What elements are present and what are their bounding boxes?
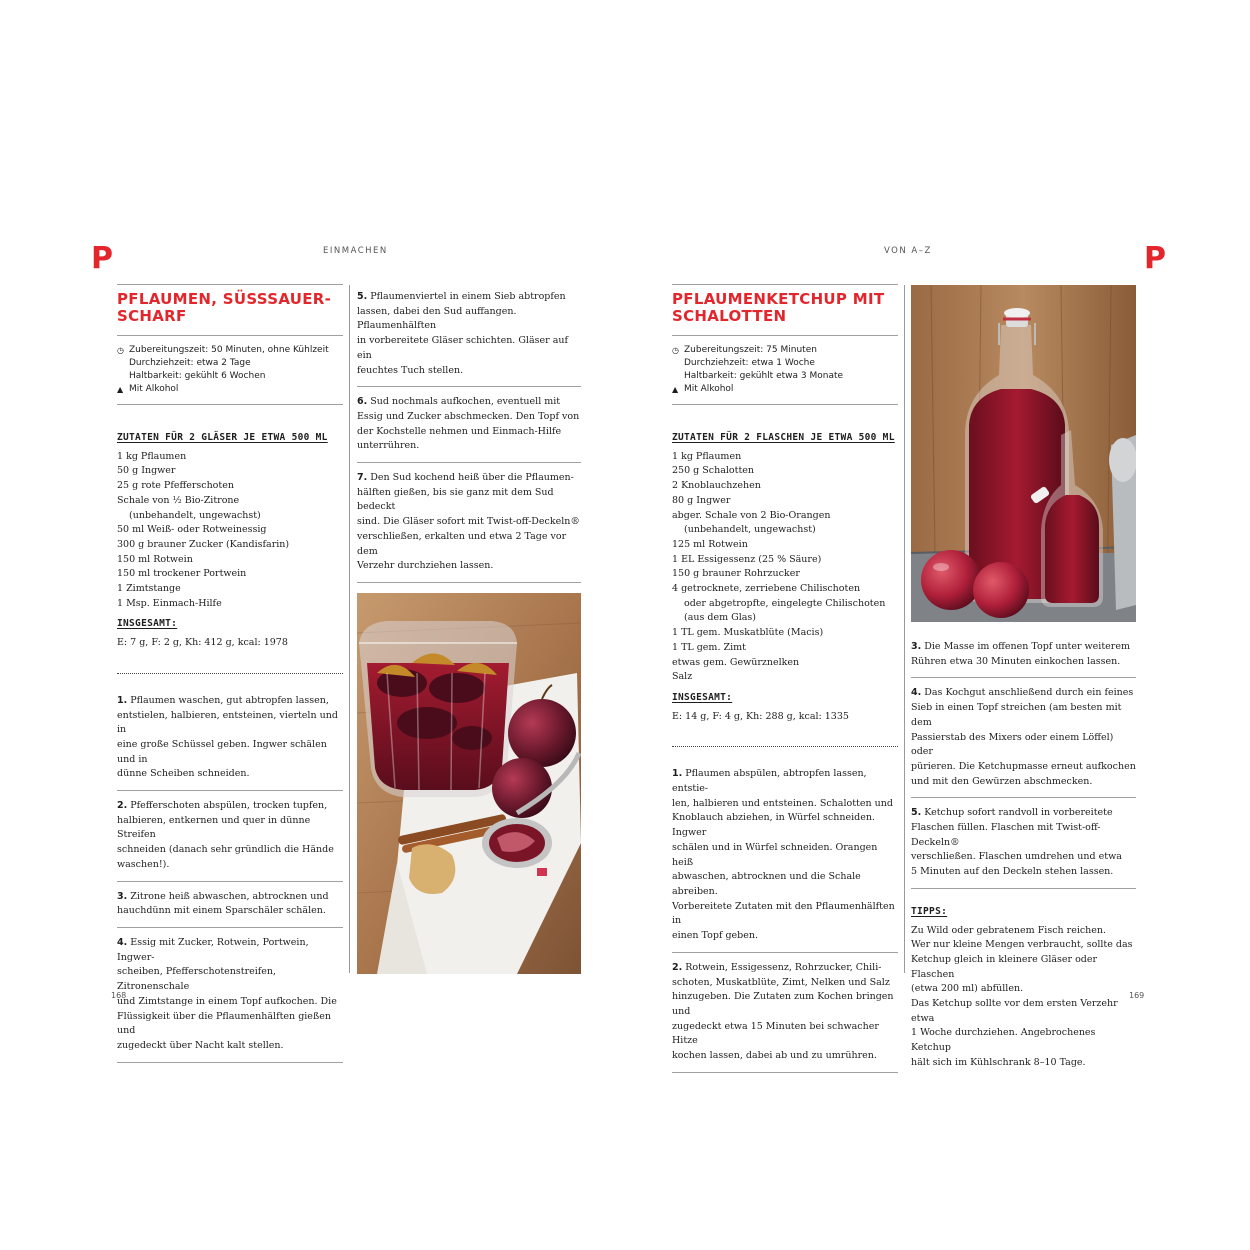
clock-icon: ◷ (672, 346, 679, 355)
ingredients-heading: ZUTATEN FÜR 2 GLÄSER JE ETWA 500 ML (117, 432, 328, 443)
step-1: 1. Pflaumen abspülen, abtropfen lassen, entstie- len, halbieren und entsteinen. Schalotten und Knoblauch abziehen, in Würfel schneiden. Ingwer schälen und in Würfel schneiden. Orangen heiß abwaschen, abtrocknen und die Schale abreiben. Vorbereitete Zutaten mit den Pflaumenhälften in einen Topf geben. (672, 768, 895, 942)
list-item: 1 Msp. Einmach-Hilfe (117, 597, 222, 609)
column-divider (904, 285, 905, 973)
list-item: 1 TL gem. Muskatblüte (Macis) (672, 627, 824, 639)
list-item: 50 ml Weiß- oder Rotweinessig (117, 524, 267, 536)
recipe-meta (117, 336, 343, 404)
total-heading: INSGESAMT: (672, 691, 733, 703)
ingredient-list (117, 450, 343, 612)
step-4: 4. Essig mit Zucker, Rotwein, Portwein, Ingwer- scheiben, Pfefferschotenstreifen, Zitronenschale und Zimtstange in einem Topf aufkochen. Die Flüssigkeit über die Pflaumenhälften gießen und zugedeckt über Nacht kalt stellen. (117, 936, 337, 1051)
section-letter-left: P (91, 241, 113, 276)
step-3: 3. Die Masse im offenen Topf unter weiterem Rühren etwa 30 Minuten einkochen lassen. (911, 641, 1130, 667)
clock-icon: ◷ (117, 346, 124, 355)
step-6: 6. Sud nochmals aufkochen, eventuell mit Essig und Zucker abschmecken. Den Topf von der Kochstelle nehmen und Einmach-Hilfe unterrühren. (357, 396, 580, 452)
section-letter-right: P (1144, 241, 1166, 276)
column-divider (349, 285, 350, 973)
triangle-icon: ▲ (672, 385, 679, 394)
step-2: 2. Pfefferschoten abspülen, trocken tupfen, halbieren, entkernen und quer in dünne Streifen schneiden (danach sehr gründlich die Hände waschen!). (117, 800, 334, 870)
list-item: 25 g rote Pfefferschoten (117, 480, 234, 492)
right-recipe-column-1 (672, 284, 898, 1073)
list-item: Schale von ½ Bio-Zitrone (117, 494, 240, 506)
list-item: 250 g Schalotten (672, 465, 754, 477)
recipe-title: PFLAUMEN, SÜSSSAUER- SCHARF (117, 290, 332, 325)
ingredient-list (672, 450, 898, 685)
steep-time: Durchziehzeit: etwa 2 Tage (129, 358, 251, 368)
list-item: etwas gem. Gewürznelken (672, 656, 800, 668)
list-item: 4 getrocknete, zerriebene Chilischoten (672, 583, 861, 595)
triangle-icon: ▲ (117, 385, 124, 394)
step-5: 5. Pflaumenviertel in einem Sieb abtropfen lassen, dabei den Sud auffangen. Pflaumenhälften in vorbereitete Gläser schichten. Gläser auf ein feuchtes Tuch stellen. (357, 291, 568, 376)
list-item: 1 kg Pflaumen (117, 450, 187, 462)
list-item: 150 ml Rotwein (117, 553, 193, 565)
list-item: 50 g Ingwer (117, 465, 176, 477)
top-rule (117, 284, 343, 285)
list-item: 300 g brauner Zucker (Kandisfarin) (117, 538, 290, 550)
recipe-meta (672, 336, 898, 404)
list-item: (aus dem Glas) (684, 612, 756, 624)
step-7: 7. Den Sud kochend heiß über die Pflaumen- hälften gießen, bis sie ganz mit dem Sud bedeckt sind. Die Gläser sofort mit Twist-off-Deckeln® verschließen, erkalten und etwa 2 Tage vor dem Verzehr durchziehen lassen. (357, 472, 580, 572)
list-item: 1 EL Essigessenz (25 % Säure) (672, 553, 822, 565)
step-4: 4. Das Kochgut anschließend durch ein feines Sieb in einen Topf streichen (am besten mit dem Passierstab des Mixers oder einem Löffel) oder pürieren. Die Ketchupmasse erneut aufkochen und mit den Gewürzen abschmecken. (911, 687, 1136, 787)
nutrition-total: E: 7 g, F: 2 g, Kh: 412 g, kcal: 1978 (117, 637, 288, 649)
total-heading: INSGESAMT: (117, 618, 178, 630)
step-2: 2. Rotwein, Essigessenz, Rohrzucker, Chili- schoten, Muskatblüte, Zimt, Nelken und Salz hinzugeben. Die Zutaten zum Kochen bringen und zugedeckt etwa 15 Minuten bei schwacher Hitze kochen lassen, dabei ab und zu umrühren. (672, 961, 894, 1062)
list-item: (unbehandelt, ungewachst) (684, 524, 816, 536)
list-item: Salz (672, 671, 693, 683)
list-item: abger. Schale von 2 Bio-Orangen (672, 509, 831, 521)
step-5: 5. Ketchup sofort randvoll in vorbereitete Flaschen füllen. Flaschen mit Twist-off-Deckeln® verschließen. Flaschen umdrehen und etwa 5 Minuten auf den Deckeln stehen lassen. (911, 807, 1122, 878)
step-1: 1. Pflaumen waschen, gut abtropfen lassen, entstielen, halbieren, entsteinen, vierteln und in eine große Schüssel geben. Ingwer schälen und in dünne Scheiben schneiden. (117, 694, 338, 780)
list-item: 1 Zimtstange (117, 583, 181, 595)
plum-jar-photo (357, 593, 581, 974)
list-item: oder abgetropfte, eingelegte Chilischoten (684, 597, 886, 609)
list-item: 125 ml Rotwein (672, 538, 748, 550)
recipe-title: PFLAUMENKETCHUP MIT SCHALOTTEN (672, 290, 885, 325)
running-head-right: VON A–Z (884, 246, 932, 256)
ketchup-bottles-illustration (911, 285, 1136, 622)
step-3: 3. Zitrone heiß abwaschen, abtrocknen und hauchdünn mit einem Sparschäler schälen. (117, 890, 329, 917)
left-recipe-column-1 (117, 284, 343, 1063)
list-item: 80 g Ingwer (672, 494, 731, 506)
list-item: 1 kg Pflaumen (672, 450, 742, 462)
list-item: 2 Knoblauchzehen (672, 480, 761, 492)
page-number-right: 169 (1129, 991, 1145, 1000)
tip-text: Zu Wild oder gebratenem Fisch reichen. Wer nur kleine Mengen verbraucht, sollte das Ketchup gleich in kleinere Gläser oder Flaschen (etwa 200 ml) abfüllen. Das Ketchup sollte vor dem ersten Verzehr etwa 1 Woche durchziehen. Angebrochenes Ketchup hält sich im Kühlschrank 8–10 Tage. (911, 924, 1133, 1068)
shelf-life: Haltbarkeit: gekühlt 6 Wochen (129, 371, 266, 381)
list-item: 150 ml trockener Portwein (117, 568, 247, 580)
list-item: (unbehandelt, ungewachst) (129, 509, 261, 521)
alcohol-note: Mit Alkohol (684, 384, 734, 394)
page-number-left: 168 (111, 991, 127, 1000)
tip-heading: TIPPS: (911, 905, 948, 917)
plum-jar-illustration (357, 593, 581, 974)
prep-time: Zubereitungszeit: 75 Minuten (684, 345, 817, 355)
steep-time: Durchziehzeit: etwa 1 Woche (684, 358, 815, 368)
running-head-left: EINMACHEN (323, 246, 388, 256)
ingredients-heading: ZUTATEN FÜR 2 FLASCHEN JE ETWA 500 ML (672, 432, 895, 443)
ketchup-bottles-photo (911, 285, 1136, 622)
prep-time: Zubereitungszeit: 50 Minuten, ohne Kühlzeit (129, 345, 329, 355)
right-recipe-column-2 (911, 634, 1136, 1071)
shelf-life: Haltbarkeit: gekühlt etwa 3 Monate (684, 371, 844, 381)
nutrition-total: E: 14 g, F: 4 g, Kh: 288 g, kcal: 1335 (672, 710, 849, 722)
alcohol-note: Mit Alkohol (129, 384, 179, 394)
list-item: 150 g brauner Rohrzucker (672, 568, 800, 580)
list-item: 1 TL gem. Zimt (672, 641, 746, 653)
